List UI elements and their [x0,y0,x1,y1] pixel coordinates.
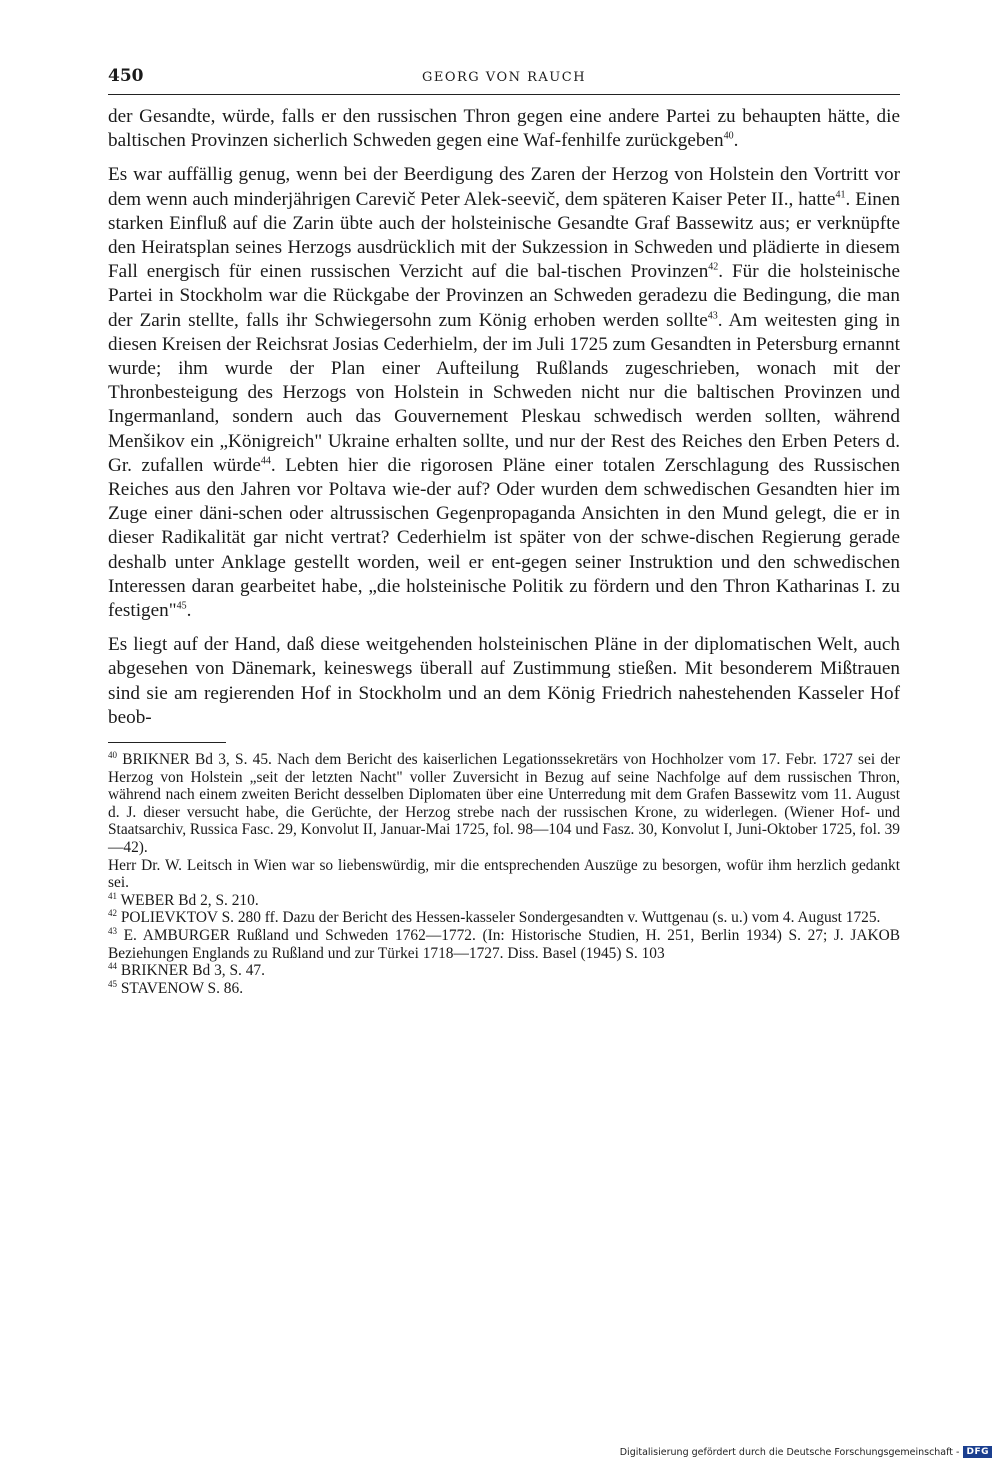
footnote-41: $^{41}$ WEBER Bd 2, S. 210. [108,890,259,909]
running-head: GEORG VON RAUCH [421,70,587,85]
footnote-ref-43: 43 [707,310,718,322]
paragraph-3: Es liegt auf der Hand, daß diese weitgehenden holsteinischen Pläne in der diplomatischen Welt, auch abgesehen von Dänemark, keineswegs überall auf Zustimmung stießen. Mit besonderem Mißtrauen sind sie am regierenden Hof in Stockholm und an dem König Friedrich nahestehenden Kasseler Hof beob- [108,634,900,728]
page [108,66,900,997]
footnote-ref-45: 45 [176,600,187,612]
footnote-40: $^{40}$ BRIKNER Bd 3, S. 45. Nach dem Bericht des kaiserlichen Legationssekretärs von Hochholzer vom 17. Febr. 1727 sei der Herzog von Holstein „seit der letzten Nacht" voller Zuversicht in Bezug auf seine Nachfolge auf dem russischen Thron, während nach einem zweiten Bericht desselben Diplomaten über eine Unterredung mit dem Grafen Bassewitz vom 11. August d. J. dieser versucht habe, die Gerüchte, der Herzog strebe nach der russischen Krone, zu widerlegen. (Wiener Hof- und Staatsarchiv, Russica Fasc. 29, Konvolut II, Januar-Mai 1725, fol. 98—104 und Fasz. 30, Konvolut I, Juni-Oktober 1725, fol. 39—42). [108,749,900,857]
footnote-40-continuation: Herr Dr. W. Leitsch in Wien war so liebenswürdig, mir die entsprechenden Auszüge zu besorgen, wofür ihm herzlich gedankt sei. [108,856,900,892]
footnote-42: $^{42}$ POLIEVKTOV S. 280 ff. Dazu der Bericht des Hessen-kasseler Sondergesandten v. Wuttgenau (s. u.) vom 4. August 1725. [108,908,881,927]
footnote-45: $^{45}$ STAVENOW S. 86. [108,978,244,997]
paragraph-1: der Gesandte, würde, falls er den russischen Thron gegen eine andere Partei zu behaupten hätte, die baltischen Provinzen sicherlich Schweden gegen eine Waf-fenhilfe zurückgeben$^{40}$. [108,106,900,152]
footnote-ref-42: 42 [708,261,719,273]
footnote-ref-44: 44 [260,455,271,467]
page-number: 450 [108,66,144,86]
footer-text: Digitalisierung gefördert durch die Deutsche Forschungsgemeinschaft - [619,1446,960,1458]
footnote-ref-40: 40 [723,130,734,142]
footnote-ref-41: 41 [835,189,846,201]
body-text [108,105,900,730]
footnotes [108,751,900,997]
footnote-divider [108,742,226,743]
digitization-footer [620,1446,992,1458]
footnote-43: $^{43}$ E. AMBURGER Rußland und Schweden 1762—1772. (In: Historische Studien, H. 251, Berlin 1934) S. 27; J. JAKOB Beziehungen Englands zu Rußland und zur Türkei 1718—1727. Diss. Basel (1945) S. 103 [108,925,900,962]
footnote-44: $^{44}$ BRIKNER Bd 3, S. 47. [108,961,265,980]
paragraph-2: Es war auffällig genug, wenn bei der Beerdigung des Zaren der Herzog von Holstein den Vortritt vor dem wenn auch minderjährigen Carevič Peter Alek-seevič, dem späteren Kaiser Peter II., hatte$^{41}$. Einen starken Einfluß auf die Zarin übte auch der holsteinische Gesandte Graf Bassewitz aus; er verknüpfte den Heiratsplan seines Herzogs ausdrücklich mit der Sukzession in Schweden und plädierte in diesem Fall energisch für einen russischen Verzicht auf die bal-tischen Provinzen$^{42}$. Für die holsteinische Partei in Stockholm war die Rückgabe der Provinzen an Schweden geradezu die Bedingung, die man der Zarin stellte, falls ihr Schwiegersohn zum König erhoben werden sollte$^{43}$. Am weitesten ging in diesen Kreisen der Reichsrat Josias Cederhielm, der im Juli 1725 zum Gesandten in Petersburg ernannt wurde; ihm wurde der Plan einer Aufteilung Rußlands zugeschrieben, wonach mit der Thronbesteigung des Herzogs von Holstein in Schweden nicht nur die baltischen Provinzen und Ingermanland, sondern auch das Gouvernement Pleskau schwedisch werden sollten, während Menšikov ein „Königreich" Ukraine erhalten sollte, und nur der Rest des Reiches den Erben Peters d. Gr. zufallen würde$^{44}$. Lebten hier die rigorosen Pläne einer totalen Zerschlagung des Russischen Reiches aus den Jahren vor Poltava wie-der auf? Oder wurden dem schwedischen Gesandten hier im Zuge einer däni-schen oder altrussischen Gegenpropaganda Ansichten in den Mund gelegt, die er in dieser Radikalität gar nicht vertrat? Cederhielm ist später von der schwe-dischen Regierung gerade deshalb unter Anklage gestellt worden, weil er ent-gegen seiner Instruktion und den schwedischen Interessen daran gearbeitet habe, „die holsteinische Politik zu fördern und den Thron Katharinas I. zu festigen"$^{45}$. [108,164,901,622]
page-header [108,66,900,95]
dfg-logo: DFG [963,1446,992,1458]
